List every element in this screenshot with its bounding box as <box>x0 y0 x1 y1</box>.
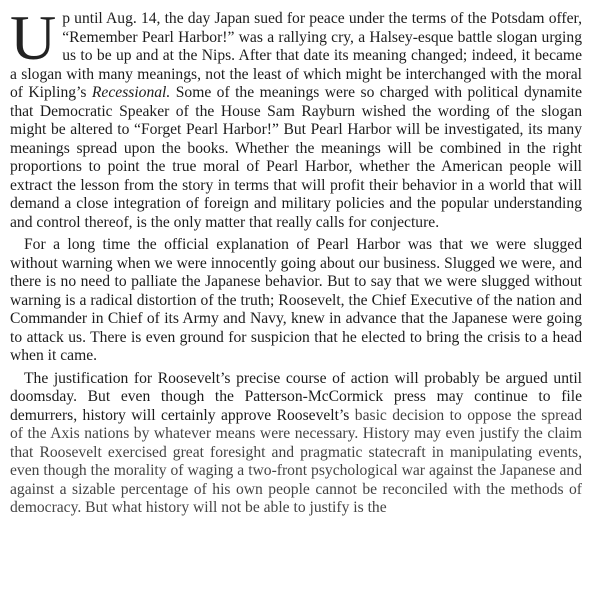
paragraph-1 <box>10 2 582 232</box>
drop-cap: U <box>10 2 57 73</box>
paragraph-3 <box>10 370 582 518</box>
paragraph-3-part-a: The justification for Roosevelt’s precise course of action will probably be argued until doomsday. But even though the Patterson-McCormick press may continue to file demurrers, history will certainly approve Roosevelt’s <box>10 369 582 424</box>
paragraph-1-lead: p until Aug. 14, the day Japan sued for peace under the terms of the Potsdam offer, “Remember Pearl Harbor!” was a rallying cry, a Halsey-esque battle slogan urging us to be up and at the Nips. After that date its meaning changed; indeed, it became a slogan with many meanings, not the least of which might be interchanged with the moral of Kipling’s <box>10 10 582 101</box>
recessional-title: Recessional. <box>91 84 171 101</box>
paragraph-3-part-b: basic decision to oppose the spread of the Axis nations by whatever means were necessary. History may even justify the claim that Roosevelt exercised great foresight and pragmatic statecraft in manipulating events, even though the morality of waging a two-front psychological war against the Japanese and against a sizable percentage of his own people cannot be reconciled with the methods of democracy. But what history will not be able to justify is the <box>10 406 582 516</box>
paragraph-1-rest: Some of the meanings were so charged with political dynamite that Democratic Speaker of the House Sam Rayburn wished the wording of the slogan might be altered to “Forget Pearl Harbor!” But Pearl Harbor will be investigated, its many meanings spread upon the books. Whether the meanings will be combined in the right proportions to point the true moral of Pearl Harbor, whether the American people will extract the lesson from the story in terms that will profit their behavior in a world that will demand a close integration of foreign and military policies and the popular understanding and control thereof, is the only matter that really calls for conjecture. <box>10 84 582 231</box>
paragraph-2: For a long time the official explanation of Pearl Harbor was that we were slugged without warning when we were innocently going about our business. Slugged we were, and there is no need to palliate the Japanese behavior. But to say that we were slugged without warning is a radical distortion of the truth; Roosevelt, the Chief Executive of the nation and Commander in Chief of its Army and Navy, knew in advance that the Japanese were going to attack us. There is even ground for suspicion that he elected to bring the crisis to a head when it came. <box>10 236 582 364</box>
